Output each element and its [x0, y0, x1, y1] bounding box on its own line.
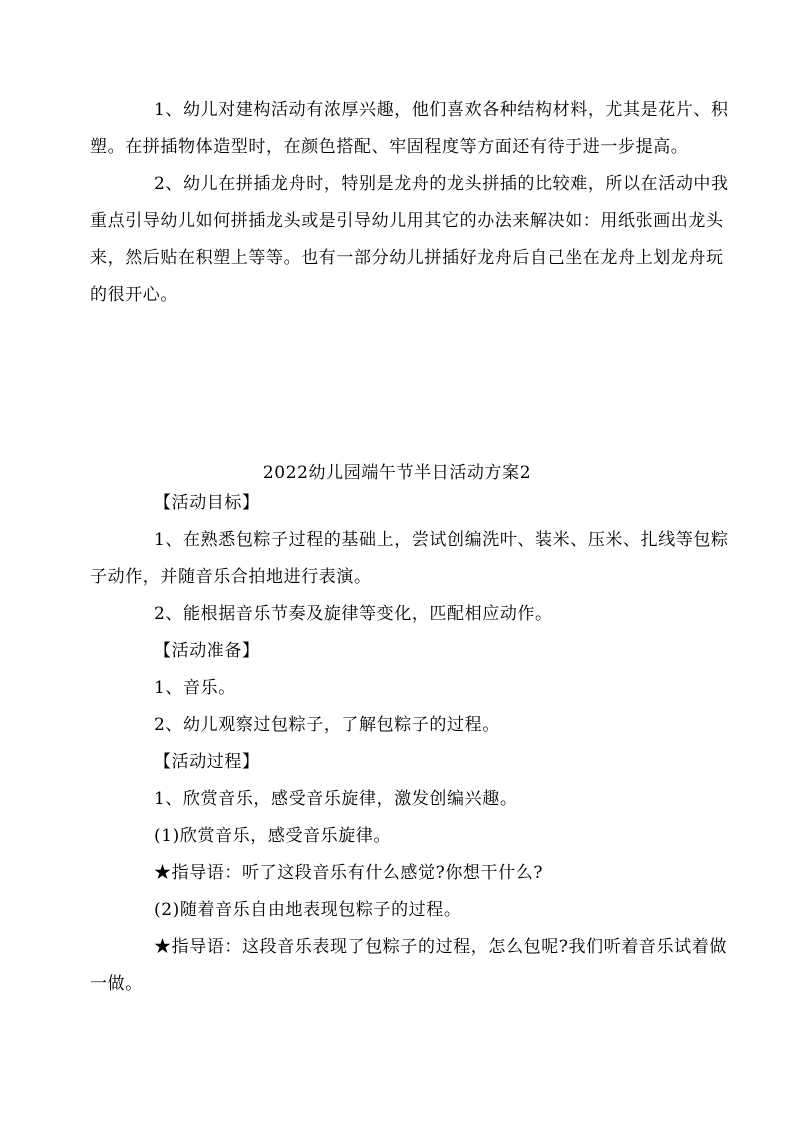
- process-step-1: 1、欣赏音乐，感受音乐旋律，激发创编兴趣。: [154, 789, 518, 809]
- goals-heading: 【活动目标】: [154, 493, 260, 513]
- guide-text-2: ★指导语：这段音乐表现了包粽子的过程，怎么包呢?我们听着音乐试着做一做。: [90, 937, 727, 994]
- guide-text-1: ★指导语：听了这段音乐有什么感觉?你想干什么?: [154, 863, 544, 883]
- prep-item-2: 2、幼儿观察过包粽子，了解包粽子的过程。: [154, 715, 500, 735]
- process-heading: 【活动过程】: [154, 752, 260, 772]
- prep-item-1: 1、音乐。: [154, 678, 236, 698]
- prep-heading: 【活动准备】: [154, 641, 260, 661]
- activity-plan-section: [90, 485, 730, 1003]
- process-step-1b: (2)随着音乐自由地表现包粽子的过程。: [154, 900, 462, 920]
- goal-item-2: 2、能根据音乐节奏及旋律等变化，匹配相应动作。: [154, 604, 553, 624]
- document-title: 2022幼儿园端午节半日活动方案2: [262, 463, 532, 483]
- reflection-paragraph-1: 1、幼儿对建构活动有浓厚兴趣，他们喜欢各种结构材料，尤其是花片、积塑。在拼插物体造型时，在颜色搭配、牢固程度等方面还有待于进一步提高。: [90, 100, 729, 157]
- reflection-section: [90, 92, 730, 314]
- goal-item-1: 1、在熟悉包粽子过程的基础上，尝试创编洗叶、装米、压米、扎线等包粽子动作，并随音乐合拍地进行表演。: [90, 530, 729, 587]
- process-step-1a: (1)欣赏音乐，感受音乐旋律。: [154, 826, 392, 846]
- reflection-paragraph-2: 2、幼儿在拼插龙舟时，特别是龙舟的龙头拼插的比较难，所以在活动中我重点引导幼儿如何拼插龙头或是引导幼儿用其它的办法来解决如：用纸张画出龙头来，然后贴在积塑上等等。也有一部分幼儿拼插好龙舟后自己坐在龙舟上划龙舟玩的很开心。: [90, 174, 729, 305]
